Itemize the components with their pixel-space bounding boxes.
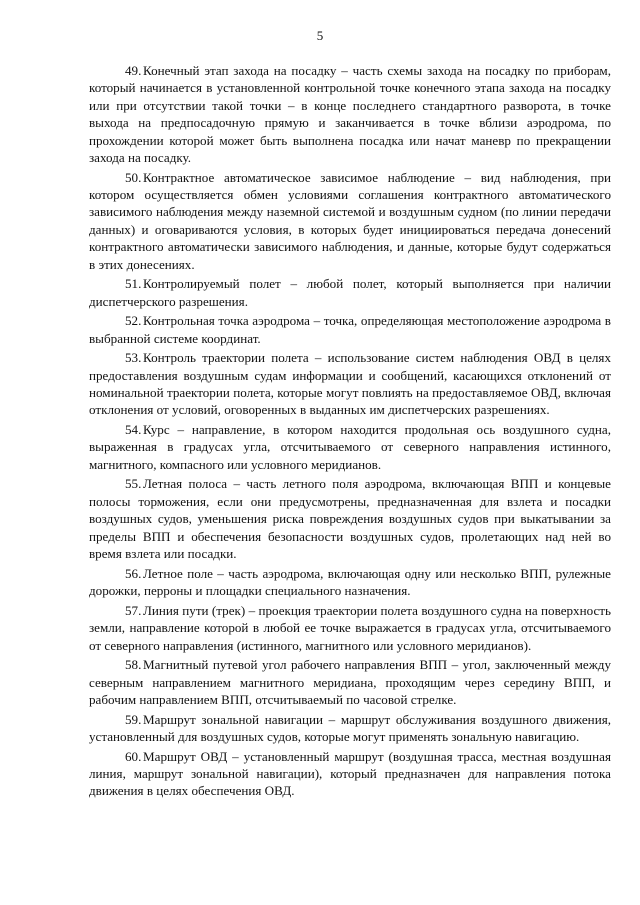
item-text: Контроль траектории полета – использование систем наблюдения ОВД в целях предоставления воздушным судам информации и сообщений, касающихся отклонений от номинальной траектории полета, которые могут повлиять на предоставляемое ОВД, включая отклонения от условий, оговоренных в выданных им диспетчерских разрешениях.	[89, 350, 611, 418]
item-number: 59.	[125, 711, 142, 727]
document-body	[89, 62, 611, 802]
item-text: Маршрут зональной навигации – маршрут обслуживания воздушного движения, установленный для воздушных судов, которые могут применять зональную навигацию.	[89, 711, 611, 744]
definition-item-56	[89, 565, 611, 600]
definition-item-49	[89, 62, 611, 166]
definition-item-60	[89, 748, 611, 800]
item-number: 51.	[125, 276, 142, 292]
item-number: 58.	[125, 657, 142, 673]
item-number: 53.	[125, 350, 142, 366]
definition-item-54	[89, 421, 611, 473]
item-text: Конечный этап захода на посадку – часть схемы захода на посадку по приборам, который начинается в установленной контрольной точке конечного этапа захода на посадку или при отсутствии такой точки – в конце последнего стандартного разворота, в точке выхода на предпосадочную прямую и заканчивается в точке вблизи аэродрома, по прохождении которой может быть выполнена посадка или начат маневр по прекращении захода на посадку.	[89, 63, 611, 166]
item-number: 49.	[125, 63, 142, 78]
definition-item-58	[89, 656, 611, 708]
definition-item-53	[89, 349, 611, 419]
item-number: 52.	[125, 313, 142, 329]
item-number: 60.	[125, 748, 142, 764]
definition-item-57	[89, 602, 611, 654]
definition-item-50	[89, 169, 611, 273]
item-number: 50.	[125, 169, 142, 185]
page-number: 5	[316, 28, 324, 43]
definition-item-59	[89, 711, 611, 746]
item-text: Курс – направление, в котором находится продольная ось воздушного судна, выраженная в градусах угла, отсчитываемого от северного направления истинного, магнитного, компасного или условного меридианов.	[89, 422, 611, 472]
item-text: Маршрут ОВД – установленный маршрут (воздушная трасса, местная воздушная линия, маршрут зональной навигации), который предназначен для направления потока движения в целях обеспечения ОВД.	[89, 748, 611, 799]
item-number: 57.	[125, 602, 142, 618]
definition-item-55	[89, 475, 611, 562]
item-text: Летная полоса – часть летного поля аэродрома, включающая ВПП и концевые полосы торможения, если они предусмотрены, предназначенная для взлета и посадки воздушных судов, уменьшения риска повреждения воздушных судов при выкатывании за пределы ВПП и обеспечения безопасности воздушных судов, пролетающих над ней во время взлета или посадки.	[89, 476, 611, 562]
item-text: Контрольная точка аэродрома – точка, определяющая местоположение аэродрома в выбранной системе координат.	[89, 313, 611, 346]
item-number: 56.	[125, 565, 142, 581]
item-text: Линия пути (трек) – проекция траектории полета воздушного судна на поверхность земли, направление которой в любой ее точке выражается в градусах угла, отсчитываемого от северного направления (истинного, магнитного или условного меридианов).	[89, 602, 611, 653]
item-text: Магнитный путевой угол рабочего направления ВПП – угол, заключенный между северным направлением магнитного меридиана, проходящим через середину ВПП, и рабочим направлением ВПП, отсчитываемый по часовой стрелке.	[89, 657, 611, 707]
item-number: 55.	[125, 476, 142, 492]
definition-item-52	[89, 312, 611, 347]
item-text: Летное поле – часть аэродрома, включающая одну или несколько ВПП, рулежные дорожки, перроны и площадки специального назначения.	[89, 565, 611, 599]
item-number: 54.	[125, 422, 142, 438]
item-text: Контролируемый полет – любой полет, который выполняется при наличии диспетчерского разрешения.	[89, 276, 611, 309]
item-text: Контрактное автоматическое зависимое наблюдение – вид наблюдения, при котором осуществляется обмен условиями соглашения контрактного автоматического зависимого наблюдения между наземной системой и воздушным судном (по линии передачи данных) и оговариваются условия, в которых будет инициироваться передача донесений контрактного автоматически зависимого наблюдения, и данные, которые будут содержаться в этих донесениях.	[89, 169, 611, 272]
definition-item-51	[89, 275, 611, 310]
